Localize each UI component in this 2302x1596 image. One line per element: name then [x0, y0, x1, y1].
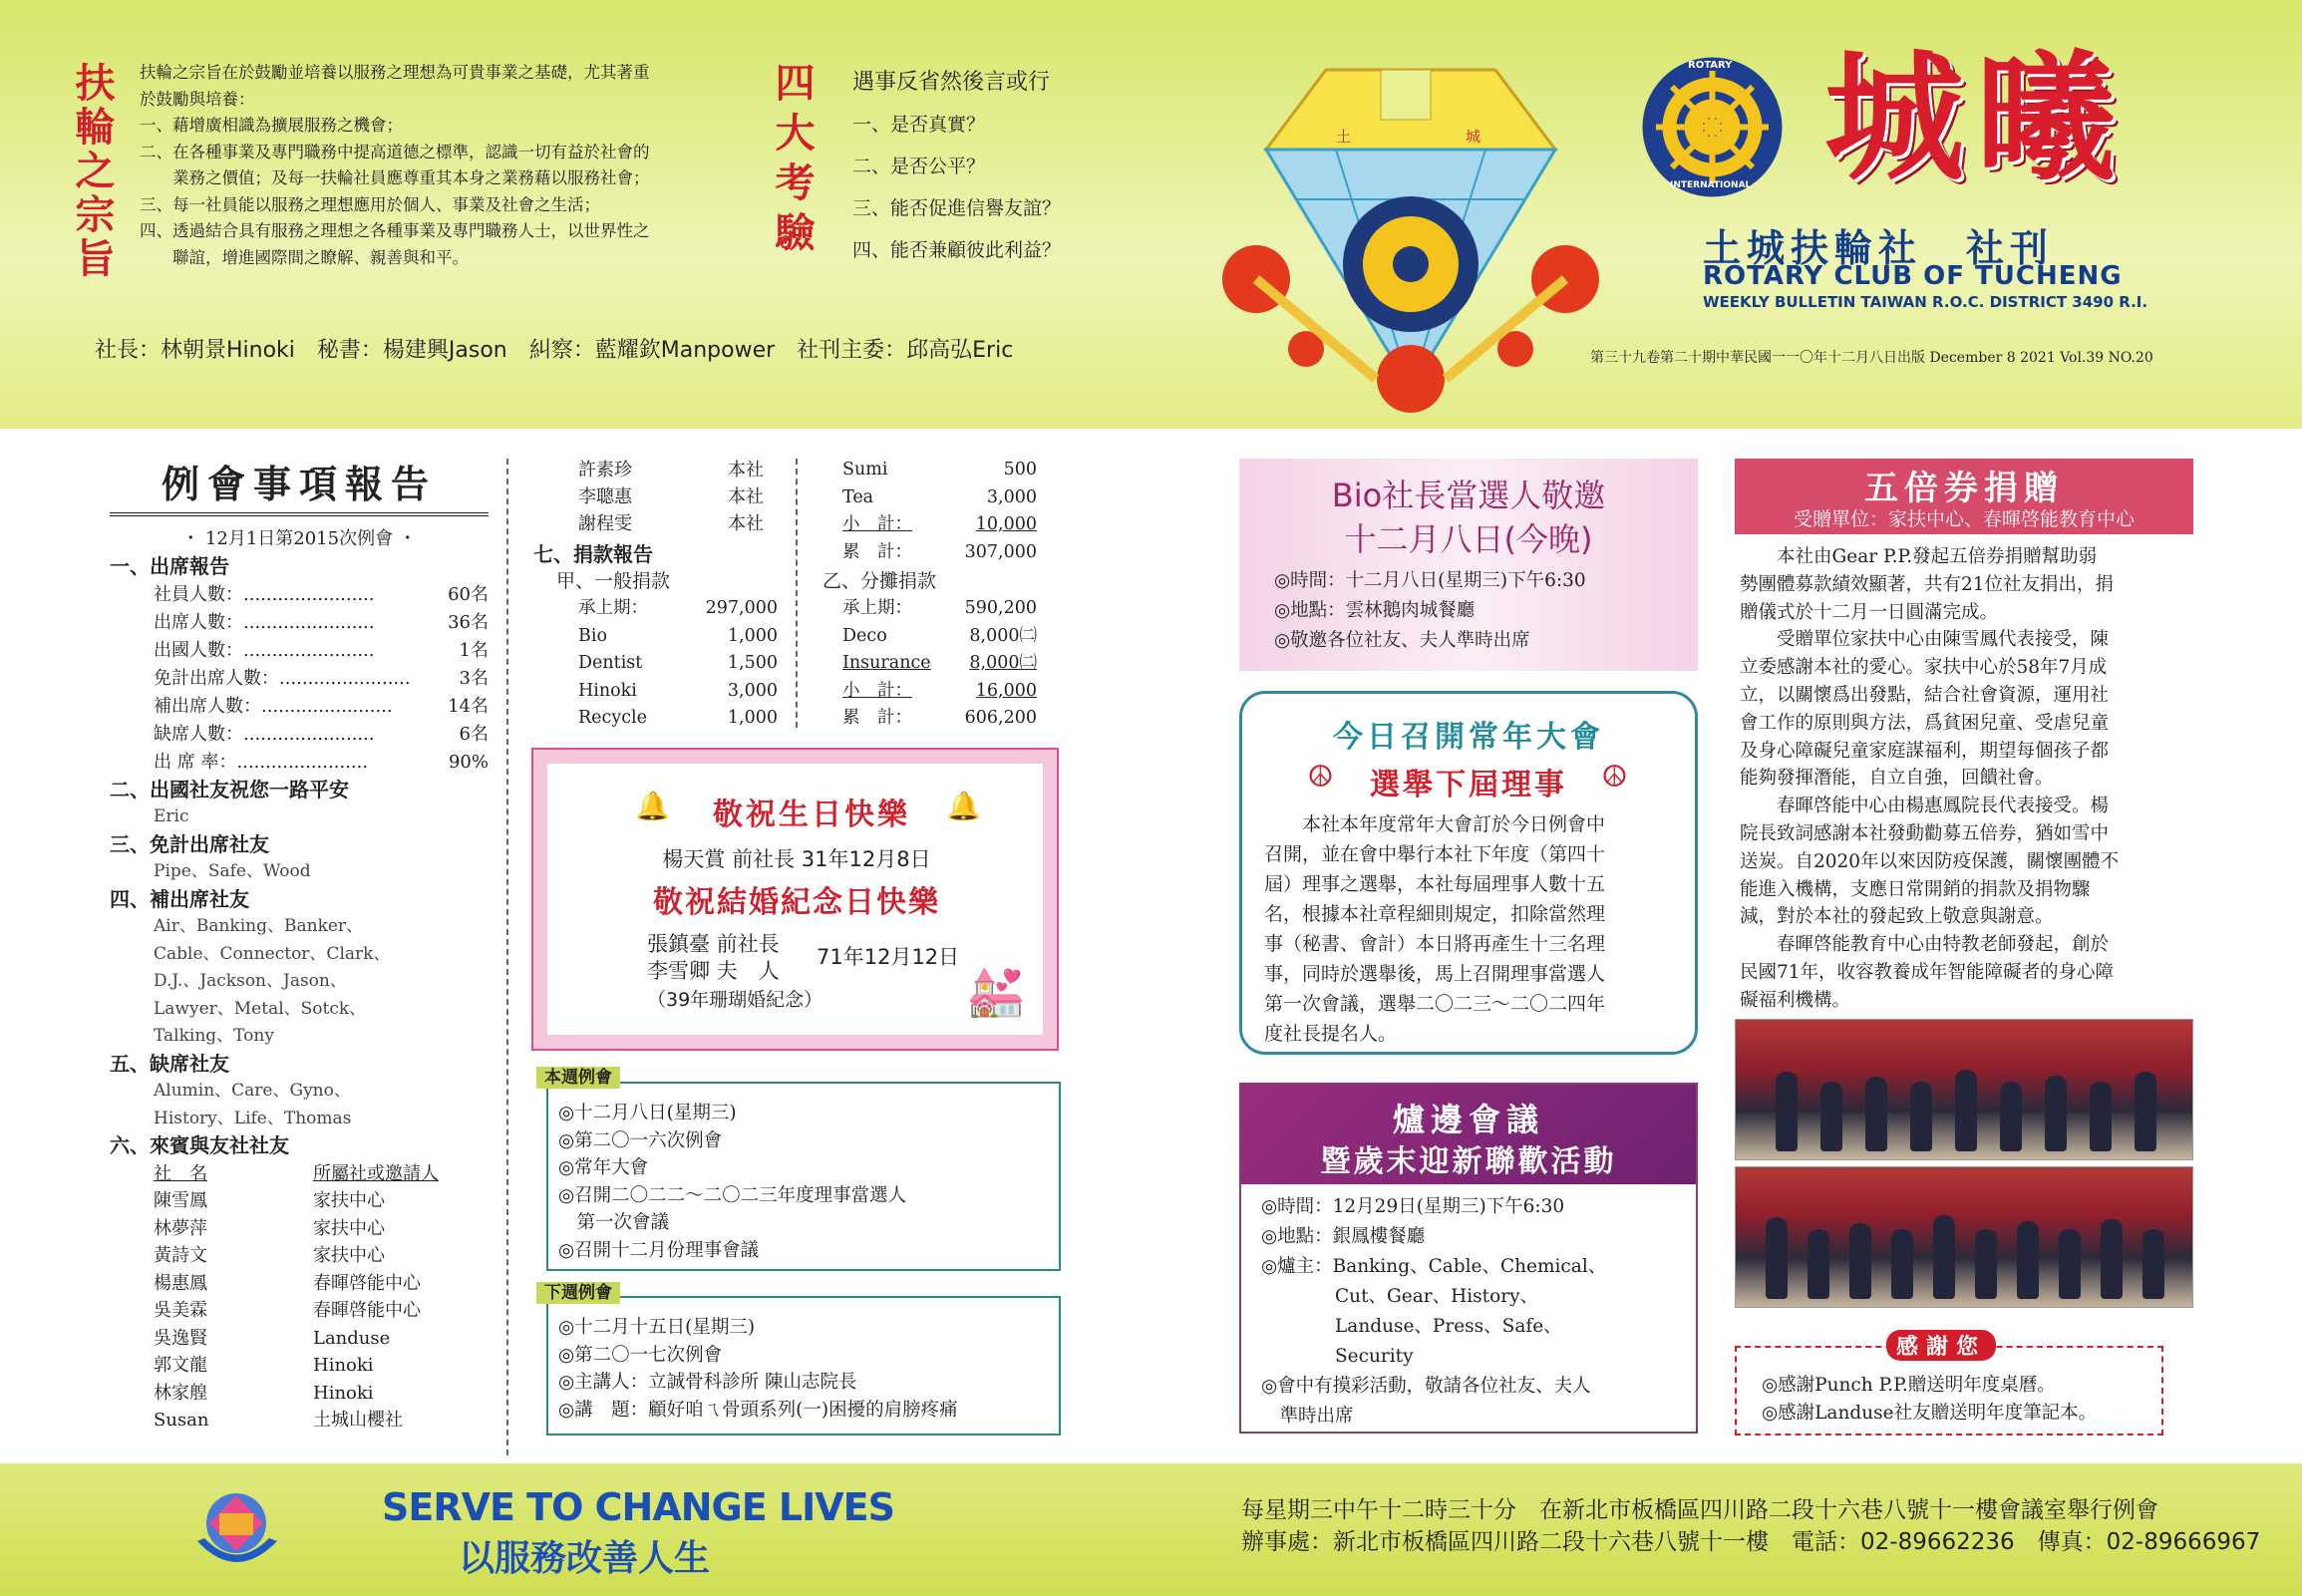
donation-row [842, 457, 1037, 484]
guest-club: 本社 [728, 513, 764, 534]
rotary-logo [1640, 55, 1785, 199]
voucher-line: 本社由Gear P.P.發起五倍券捐贈幫助弱 [1740, 546, 2098, 567]
donor: Deco [842, 625, 887, 646]
guest-col-club: 所屬社或邀請人 [313, 1162, 439, 1184]
fireside-title: 爐邊會議 [1392, 1101, 1544, 1138]
subtotal-row [842, 678, 1037, 706]
attendance-value: 6名 [459, 723, 489, 745]
rotary-wheel-icon [1640, 55, 1785, 199]
voucher-line: 立，以關懷爲出發點，結合社會資源，運用社 [1740, 684, 2110, 706]
fireside-line: 準時出席 [1261, 1406, 1354, 1427]
donor: 累 計： [842, 541, 912, 562]
attendance-value: 60名 [448, 583, 489, 605]
exempt-heading: 三、免計出席社友 [110, 831, 269, 856]
guest-row [154, 1380, 489, 1408]
bio-date: 十二月八日(今晚) [1344, 520, 1593, 558]
voucher-line: 能進入機構，支應日常開銷的捐款及捐物驟 [1740, 878, 2091, 900]
absent-heading: 五、缺席社友 [110, 1051, 229, 1076]
guest-row [154, 1187, 489, 1215]
club-emblem [1196, 60, 1615, 419]
birthday-card [533, 750, 1057, 1049]
four-way-test-text [852, 62, 1112, 271]
emblem-char: 土 [1336, 128, 1352, 146]
meeting-info: 每星期三中午十二時三十分 在新北市板橋區四川路二段十六巷八號十一樓會議室舉行例會 [1241, 1497, 2158, 1523]
thanks-line: ◎感謝Landuse社友贈送明年度筆記本。 [1762, 1403, 2098, 1424]
guest-name: 林家艎 [154, 1382, 207, 1404]
amount: 16,000 [975, 680, 1037, 701]
voucher-body [1740, 543, 2198, 1015]
voucher-title: 五倍券捐贈 [1864, 469, 2064, 508]
guest-name: 林夢萍 [154, 1217, 207, 1239]
guest-row [154, 1352, 489, 1380]
guest-club: 春暉啓能中心 [313, 1300, 421, 1321]
fireside-line: Security [1261, 1346, 1414, 1367]
fireside-line: ◎會中有摸彩活動，敬請各位社友、夫人 [1261, 1376, 1591, 1397]
guest-name: 吳逸賢 [154, 1327, 207, 1349]
this-week-line: 第一次會議 [558, 1212, 670, 1233]
amount: 8,000㈡ [969, 653, 1037, 673]
voucher-line: 勢團體募款績效顯著，共有21位社友捐出，捐 [1740, 573, 2115, 595]
thanks-box [1735, 1335, 2163, 1436]
guest-club: Hinoki [313, 1355, 374, 1376]
test-line: 一、是否真實？ [852, 114, 986, 136]
guest-continued [578, 457, 788, 537]
this-week-tag: 本週例會 [536, 1067, 620, 1089]
donation-heading: 七、捐款報告 [533, 542, 653, 566]
abroad-body: Eric [154, 806, 189, 826]
column-divider [506, 459, 508, 1455]
purpose-line: 一、藉增廣相識為擴展服務之機會； [140, 116, 403, 135]
makeup-line: Talking、Tony [154, 1026, 274, 1046]
total-row [842, 539, 1037, 567]
guest-name: 陳雪鳳 [154, 1190, 207, 1211]
wedding-title: 敬祝結婚紀念日快樂 [653, 885, 940, 920]
annual-line: 度社長提名人。 [1264, 1023, 1398, 1045]
fireside-subtitle: 暨歲末迎新聯歡活動 [1320, 1144, 1617, 1179]
test-line: 二、是否公平？ [852, 156, 986, 177]
attendance-row: 免計出席人數： ....................... 3名 [154, 665, 489, 693]
bio-line: ◎敬邀各位社友、夫人準時出席 [1274, 630, 1530, 651]
annual-line: 第一次會議，選舉二〇二三～二〇二四年 [1264, 993, 1606, 1015]
amount: 590,200 [964, 598, 1037, 618]
donor: Dentist [578, 653, 643, 673]
donor: Hinoki [578, 680, 637, 701]
next-week-panel [546, 1296, 1061, 1436]
donation-row [578, 705, 778, 733]
bio-line: ◎時間：十二月八日(星期三)下午6:30 [1274, 570, 1586, 591]
makeup-heading: 四、補出席社友 [110, 886, 249, 911]
annual-title: 今日召開常年大會 [1333, 720, 1604, 755]
voucher-line: 院長致詞感謝本社發動勸募五倍券，猶如雪中 [1740, 822, 2110, 844]
general-donation-totals [842, 457, 1037, 566]
wedding-line: 張鎮臺 前社長 [647, 932, 780, 956]
makeup-line: Air、Banking、Banker、 [154, 916, 364, 936]
annual-line: 屆）理事之選舉，本社每屆理事人數十五 [1264, 873, 1606, 895]
guest-name: 黃詩文 [154, 1245, 207, 1266]
attendance-row: 缺席人數： ....................... 6名 [154, 721, 489, 749]
amount: 3,000 [727, 680, 778, 701]
voucher-line: 能夠發揮潛能，自立自強，回饋社會。 [1740, 768, 2054, 790]
donation-photo [1735, 1019, 2193, 1160]
subtotal-row [842, 511, 1037, 539]
guest-club: Hinoki [313, 1382, 374, 1404]
attendance-value: 3名 [459, 667, 489, 689]
amount: 8,000㈡ [969, 625, 1037, 646]
thanks-title: 感謝您 [1886, 1330, 1996, 1361]
this-week-list [558, 1100, 906, 1264]
amount: 10,000 [975, 514, 1037, 534]
voucher-line: 減，對於本社的發起致上敬意與謝意。 [1740, 906, 2054, 928]
guest-name: 李聰惠 [578, 486, 632, 507]
purpose-line: 二、在各種事業及專門職務中提高道德之標準，認識一切有益於社會的 [140, 142, 650, 161]
donation-row [842, 595, 1037, 623]
amount: 1,000 [727, 625, 778, 646]
purpose-title: 扶輪之宗旨 [69, 62, 115, 281]
annual-line: 事（秘書、會計）本日將再產生十三名理 [1264, 933, 1606, 955]
rotary-ring-text: INTERNATIONAL [1670, 180, 1752, 190]
fireside-line: ◎爐主：Banking、Cable、Chemical、 [1261, 1256, 1607, 1277]
four-way-test-title: 四大考驗 [769, 62, 815, 261]
donation-row [842, 650, 1037, 678]
guest-row [154, 1215, 489, 1243]
amount: 1,500 [727, 653, 778, 673]
voucher-line: 民國71年，收容教養成年智能障礙者的身心障 [1740, 961, 2115, 983]
globe-hands-icon [189, 1483, 284, 1578]
report-title: 例會事項報告 [110, 454, 489, 516]
report-body [110, 553, 489, 1435]
test-line: 遇事反省然後言或行 [852, 70, 1051, 95]
office-info: 辦事處：新北市板橋區四川路二段十六巷八號十一樓 電話：02-89662236 傳真：02-89666967 [1241, 1529, 2261, 1555]
guest-club: 家扶中心 [313, 1190, 385, 1211]
amount: 500 [1003, 460, 1037, 479]
guest-club: 家扶中心 [313, 1245, 385, 1266]
guest-row [154, 1325, 489, 1353]
attendance-list [110, 581, 489, 777]
peace-icon: ☮ [1601, 760, 1628, 795]
attendance-row: 出席人數： ....................... 36名 [154, 609, 489, 637]
makeup-line: Cable、Connector、Clark、 [154, 943, 391, 964]
fireside-details [1261, 1192, 1690, 1432]
annual-line: 名，根據本社章程細則規定，扣除當然理 [1264, 903, 1606, 925]
next-week-line: ◎第二〇一七次例會 [558, 1344, 723, 1366]
purpose-line: 四、透過結合具有服務之理想之各種事業及專門職務人士，以世界性之 [140, 221, 650, 240]
fireside-line: Landuse、Press、Safe、 [1261, 1316, 1562, 1337]
guest-club: 土城山櫻社 [313, 1410, 403, 1431]
amount: 307,000 [964, 541, 1037, 562]
guest-table [110, 1160, 489, 1435]
guest-club: 春暉啓能中心 [313, 1272, 421, 1294]
donation-row [578, 650, 778, 678]
guest-name: 吳美霖 [154, 1300, 207, 1321]
donor: Bio [578, 625, 607, 646]
guest-row [154, 1407, 489, 1435]
next-week-list [558, 1314, 958, 1424]
rotary-ring-text: ROTARY [1688, 60, 1733, 71]
donor: 累 計： [842, 708, 912, 728]
wedding-note: （39年珊瑚婚紀念） [647, 989, 823, 1011]
voucher-line: 礙福利機構。 [1740, 989, 1851, 1011]
bells-icon: 🔔 [635, 790, 670, 822]
wedding-date: 71年12月12日 [817, 945, 960, 969]
donor: Insurance [842, 653, 931, 673]
next-week-line: ◎講 題：顧好咱ㄟ骨頭系列(一)困擾的肩膀疼痛 [558, 1399, 958, 1421]
attendance-value: 90% [448, 751, 489, 773]
exempt-body: Pipe、Safe、Wood [154, 861, 311, 881]
donation-row [578, 678, 778, 706]
total-row [842, 705, 1037, 733]
guest-club: 本社 [728, 460, 764, 480]
purpose-line: 聯誼，增進國際間之瞭解、親善與和平。 [140, 247, 469, 267]
voucher-line: 及身心障礙兒童家庭謀福利，期望每個孩子都 [1740, 740, 2110, 762]
fireside-line: Cut、Gear、History、 [1261, 1286, 1539, 1307]
voucher-line: 送炭。自2020年以來因防疫保護，關懷團體不 [1740, 850, 2120, 872]
bio-details [1274, 566, 1586, 656]
guest-row [154, 1297, 489, 1325]
annual-body [1264, 809, 1683, 1049]
donor: Sumi [842, 460, 888, 479]
thanks-list [1762, 1372, 2097, 1428]
masthead-title: 城曦 [1824, 38, 2129, 200]
purpose-line: 三、每一社員能以服務之理想應用於個人、事業及社會之生活； [140, 194, 600, 214]
voucher-banner [1735, 459, 2193, 534]
attendance-row: 出 席 率： ....................... 90% [154, 749, 489, 777]
voucher-line: 會工作的原則與方法，爲貧困兒童、受虐兒童 [1740, 712, 2110, 734]
footer [0, 1463, 2302, 1596]
club-name-cn: 土城扶輪社 社刊 [1703, 226, 2055, 270]
issue-line: 第三十九卷第二十期中華民國一一〇年十二月八日出版 December 8 2021 Vol.39 NO.20 [1590, 350, 2153, 366]
this-week-panel [546, 1082, 1061, 1271]
guest-row [154, 1270, 489, 1298]
donor: 小 計： [842, 680, 912, 701]
guest-club: 家扶中心 [313, 1217, 385, 1239]
masthead [0, 0, 2302, 429]
annual-meeting [1239, 691, 1698, 1055]
voucher-line: 受贈單位家扶中心由陳雪鳳代表接受，陳 [1740, 629, 2110, 651]
emblem-graphic [1196, 60, 1615, 419]
amount: 1,000 [727, 708, 778, 728]
wedding-couple-icon: 💒 [966, 964, 1026, 1020]
peace-icon: ☮ [1307, 760, 1334, 795]
purpose-text [140, 60, 738, 271]
donor: 小 計： [842, 514, 912, 534]
general-donation-list [578, 595, 778, 733]
fireside-meeting [1239, 1083, 1698, 1434]
district-line: WEEKLY BULLETIN TAIWAN R.O.C. DISTRICT 3490 R.I. [1703, 293, 2148, 311]
attendance-label: 補出席人數： [154, 695, 261, 717]
annual-line: 召開，並在會中舉行本社下年度（第四十 [1264, 843, 1606, 865]
guest-name: Susan [154, 1410, 209, 1431]
makeup-body [110, 913, 489, 1051]
next-week-line: ◎十二月十五日(星期三) [558, 1317, 756, 1338]
guest-row [578, 483, 788, 510]
fireside-line: ◎時間：12月29日(星期三)下午6:30 [1261, 1196, 1565, 1217]
attendance-label: 出國人數： [154, 639, 243, 661]
attendance-heading: 一、出席報告 [110, 554, 229, 578]
amount: 606,200 [964, 708, 1037, 728]
report-subtitle: ・ 12月1日第2015次例會 ・ [181, 528, 417, 549]
attendance-row: 社員人數： ....................... 60名 [154, 581, 489, 609]
birthday-title: 敬祝生日快樂 [713, 798, 910, 832]
absent-body [110, 1078, 489, 1132]
next-week-tag: 下週例會 [536, 1282, 620, 1304]
column-divider [796, 459, 798, 728]
slogan-en: SERVE TO CHANGE LIVES [382, 1485, 895, 1529]
guest-name: 許素珍 [578, 460, 632, 480]
bells-icon: 🔔 [946, 790, 981, 822]
attendance-label: 社員人數： [154, 583, 243, 605]
absent-line: Alumin、Care、Gyno、 [154, 1081, 351, 1101]
voucher-line: 春暉啓能中心由楊惠鳳院長代表接受。楊 [1740, 796, 2110, 817]
guest-row [578, 510, 788, 537]
voucher-line: 立委感謝本社的愛心。家扶中心於58年7月成 [1740, 657, 2108, 679]
emblem-char: 城 [1466, 128, 1481, 146]
voucher-subtitle: 受贈單位：家扶中心、春暉啓能教育中心 [1793, 508, 2135, 530]
donor: Tea [842, 486, 874, 507]
next-week-line: ◎主講人：立誠骨科診所 陳山志院長 [558, 1372, 857, 1393]
general-donation-title: 甲、一般捐款 [556, 570, 671, 592]
attendance-label: 缺席人數： [154, 723, 243, 745]
voucher-line: 春暉啓能教育中心由特教老師發起，創於 [1740, 934, 2110, 956]
bio-line: ◎地點：雲林鵝肉城餐廳 [1274, 600, 1476, 621]
guest-row [154, 1242, 489, 1270]
attendance-label: 出席人數： [154, 611, 243, 633]
officers-line: 社長：林朝景Hinoki 秘書：楊建興Jason 糾察：藍耀欽Manpower 社刊主委：邱高弘Eric [95, 338, 1014, 363]
this-week-line: ◎召開二〇二二～二〇二三年度理事當選人 [558, 1184, 907, 1206]
guest-col-name: 社 名 [154, 1162, 207, 1184]
donation-row [578, 595, 778, 623]
guest-name: 楊惠鳳 [154, 1272, 207, 1294]
this-week-line: ◎召開十二月份理事會議 [558, 1239, 760, 1261]
absent-line: History、Life、Thomas [154, 1108, 352, 1128]
guest-club: Landuse [313, 1327, 391, 1349]
thanks-line: ◎感謝Punch P.P.贈送明年度桌曆。 [1762, 1375, 2056, 1396]
guest-row [578, 457, 788, 483]
attendance-value: 36名 [448, 611, 489, 633]
guest-name: 郭文龍 [154, 1355, 207, 1376]
this-week-line: ◎常年大會 [558, 1157, 649, 1178]
bio-title: Bio社長當選人敬邀 [1331, 477, 1606, 514]
this-week-line: ◎第二〇一六次例會 [558, 1129, 723, 1151]
attendance-row: 出國人數： ....................... 1名 [154, 637, 489, 665]
fireside-line: ◎地點：銀鳳樓餐廳 [1261, 1226, 1426, 1247]
attendance-label: 免計出席人數： [154, 667, 279, 689]
slogan-cn: 以服務改善人生 [459, 1538, 711, 1579]
share-donation-list [842, 595, 1037, 733]
annual-line: 事，同時於選舉後，馬上召開理事當選人 [1264, 963, 1606, 985]
guest-club: 本社 [728, 486, 764, 507]
annual-subtitle: 選舉下屆理事 [1370, 768, 1567, 802]
share-donation-title: 乙、分攤捐款 [822, 570, 937, 592]
guest-name: 謝程雯 [578, 513, 632, 534]
attendance-value: 14名 [448, 695, 489, 717]
abroad-heading: 二、出國社友祝您一路平安 [110, 777, 349, 801]
guest-table-header [154, 1160, 489, 1188]
donor: 承上期： [578, 598, 648, 618]
donor: Recycle [578, 708, 647, 728]
makeup-line: D.J.、Jackson、Jason、 [154, 971, 347, 991]
makeup-line: Lawyer、Metal、Sotck、 [154, 998, 367, 1019]
donor: 承上期： [842, 598, 912, 618]
donation-row [578, 623, 778, 651]
attendance-label: 出 席 率： [154, 751, 237, 773]
attendance-value: 1名 [459, 639, 489, 661]
this-week-line: ◎十二月八日(星期三) [558, 1103, 737, 1123]
birthday-line: 楊天賞 前社長 31年12月8日 [662, 847, 931, 871]
voucher-line: 贈儀式於十二月一日圓滿完成。 [1740, 601, 1999, 623]
guests-heading: 六、來賓與友社社友 [110, 1133, 289, 1157]
meeting-report [110, 454, 489, 550]
test-line: 四、能否兼顧彼此利益？ [852, 239, 1062, 261]
purpose-line: 業務之價值；及每一扶輪社員應尊重其本身之業務藉以服務社會； [140, 168, 650, 187]
donation-row [842, 484, 1037, 512]
attendance-row: 補出席人數： ....................... 14名 [154, 693, 489, 721]
amount: 3,000 [986, 486, 1037, 507]
test-line: 三、能否促進信譽友誼？ [852, 197, 1062, 219]
donation-photo [1735, 1166, 2193, 1308]
purpose-line: 扶輪之宗旨在於鼓勵並培養以服務之理想為可貴事業之基礎，尤其著重 [140, 63, 650, 82]
donation-row [842, 623, 1037, 651]
club-name-en: ROTARY CLUB OF TUCHENG [1703, 261, 2123, 291]
amount: 297,000 [705, 598, 778, 618]
annual-line: 本社本年度常年大會訂於今日例會中 [1302, 813, 1606, 835]
bio-invite [1239, 459, 1698, 671]
purpose-line: 於鼓勵與培養： [140, 89, 255, 109]
wedding-line: 李雪卿 夫 人 [647, 959, 780, 983]
